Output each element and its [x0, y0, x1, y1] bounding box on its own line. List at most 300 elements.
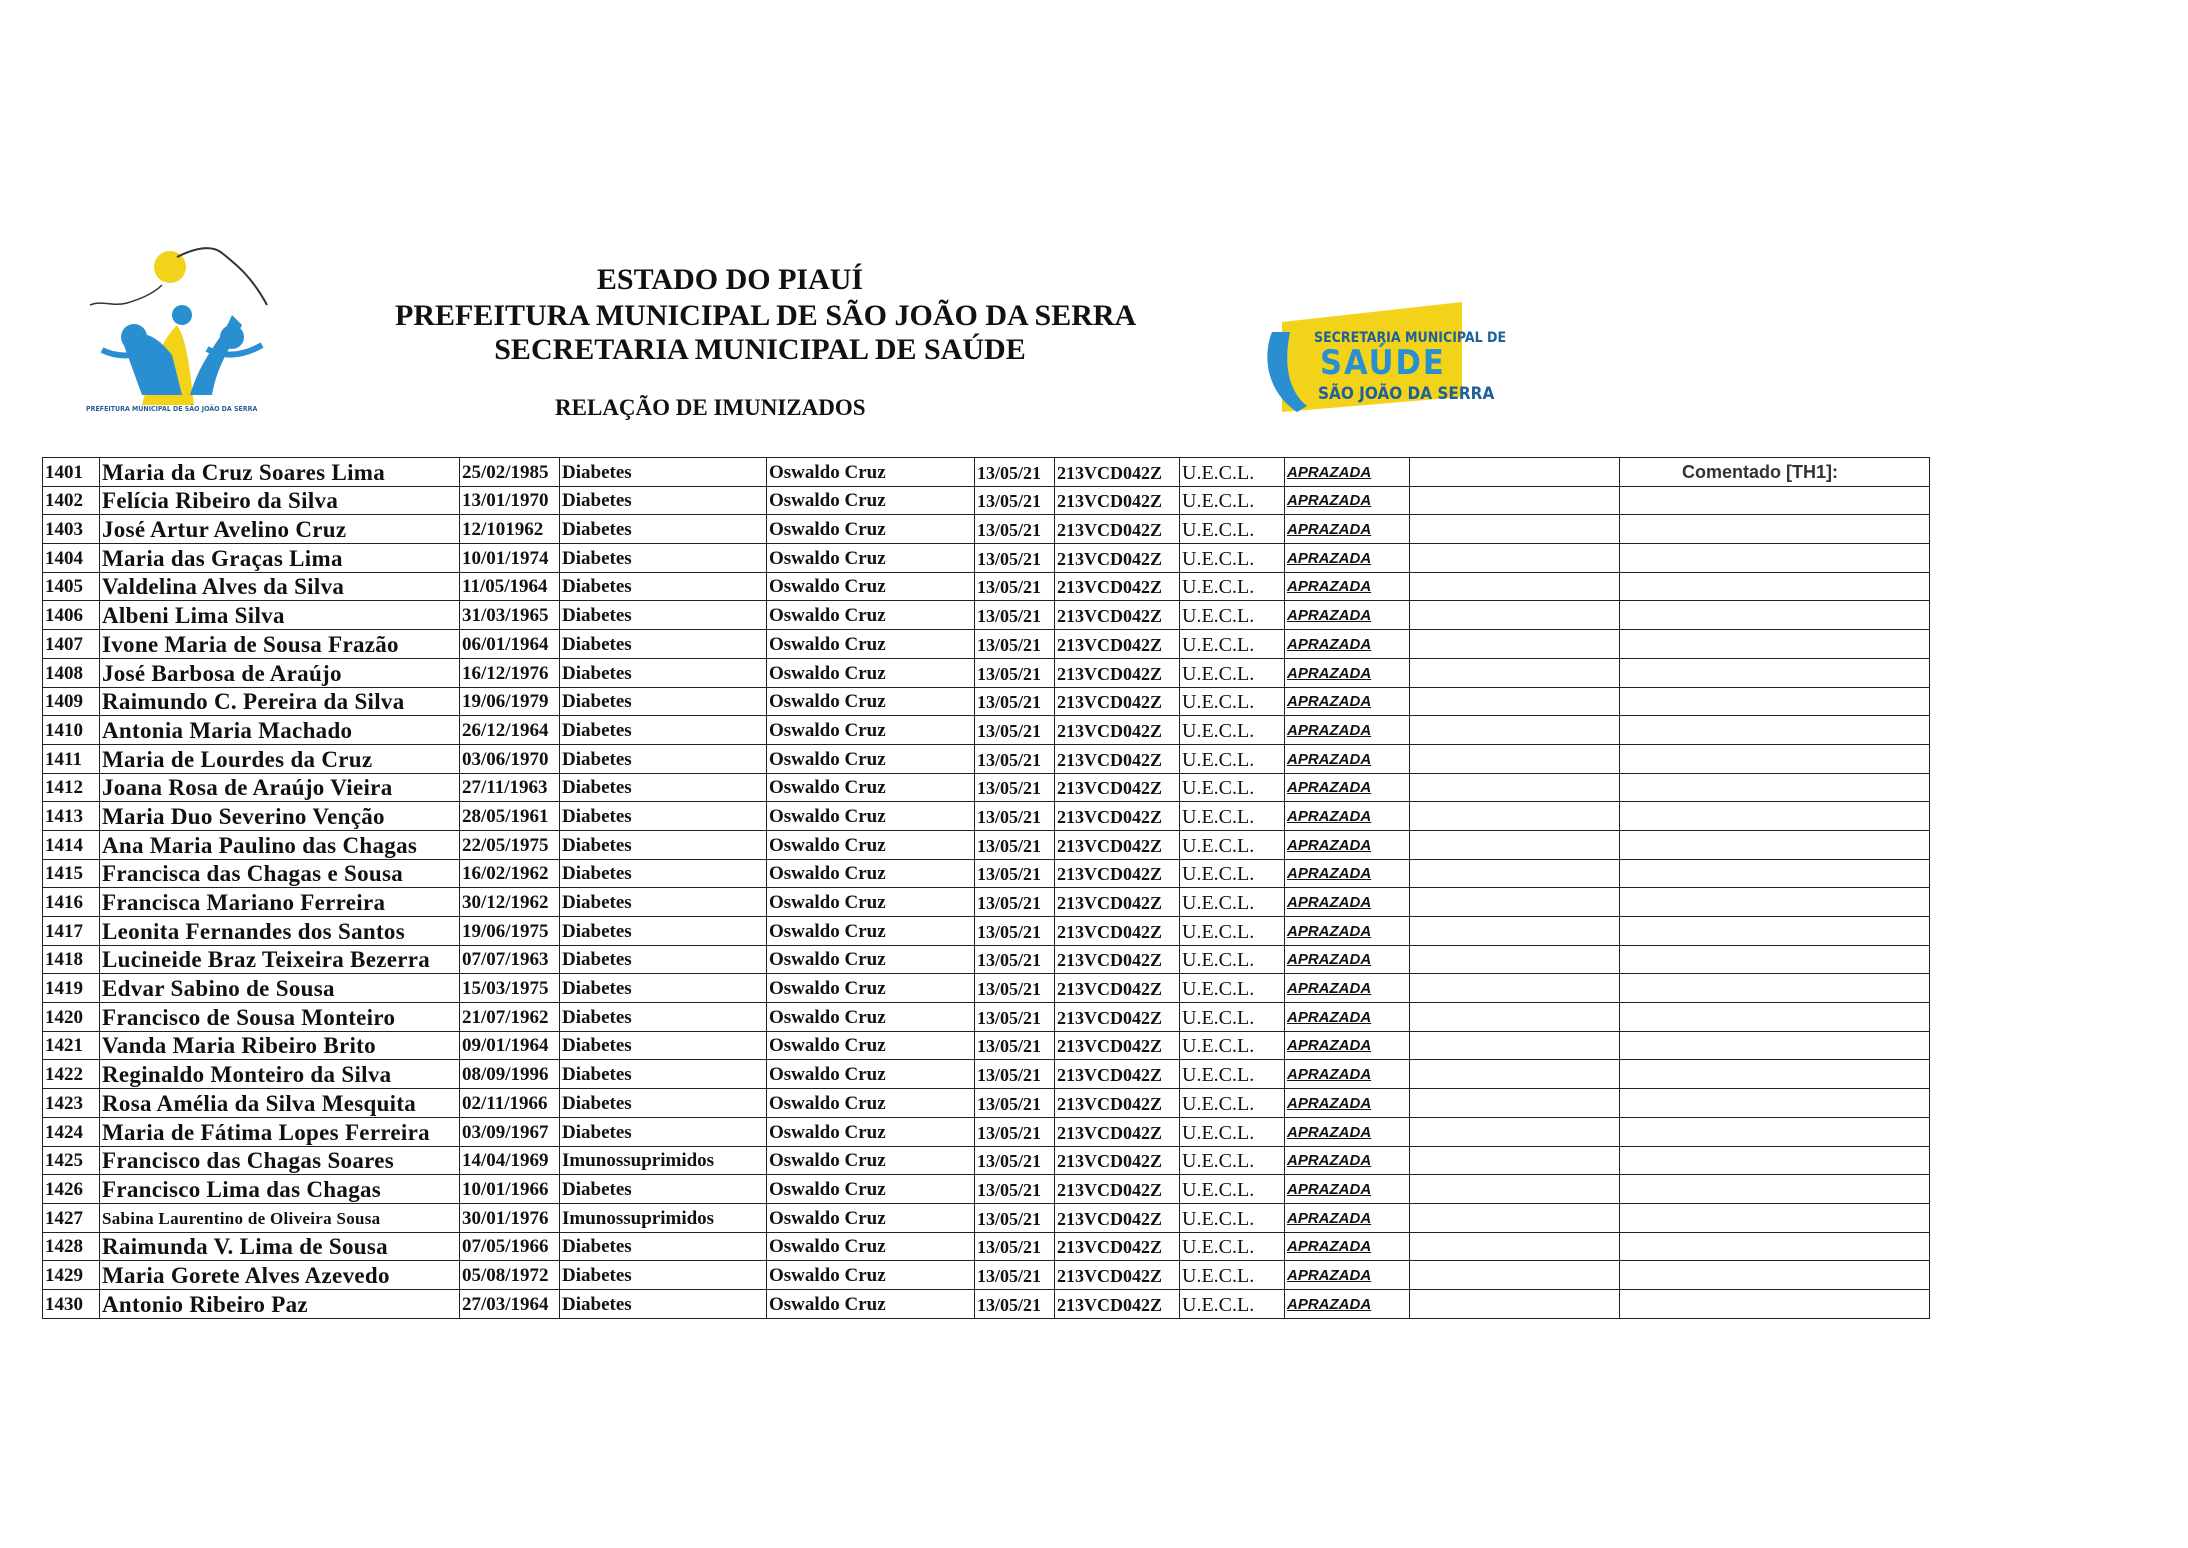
condition: Imunossuprimidos — [560, 1203, 767, 1232]
birth-date: 16/02/1962 — [460, 859, 560, 888]
condition: Diabetes — [560, 458, 767, 487]
vaccination-place: U.E.C.L. — [1180, 859, 1285, 888]
status-badge: APRAZADA — [1285, 544, 1410, 573]
patient-name: Maria Duo Severino Venção — [100, 802, 460, 831]
health-unit: Oswaldo Cruz — [767, 917, 975, 946]
table-row — [43, 716, 1930, 745]
vaccination-date: 13/05/21 — [975, 486, 1055, 515]
prefeitura-logo — [82, 245, 292, 420]
row-number: 1402 — [43, 486, 100, 515]
status-badge: APRAZADA — [1285, 1146, 1410, 1175]
row-number: 1416 — [43, 888, 100, 917]
empty-cell-a — [1410, 974, 1620, 1003]
health-unit: Oswaldo Cruz — [767, 601, 975, 630]
empty-cell-b — [1620, 945, 1930, 974]
patient-name: Ana Maria Paulino das Chagas — [100, 830, 460, 859]
table-row — [43, 859, 1930, 888]
patient-name: Francisca das Chagas e Sousa — [100, 859, 460, 888]
birth-date: 19/06/1979 — [460, 687, 560, 716]
status-badge: APRAZADA — [1285, 1031, 1410, 1060]
vaccination-place: U.E.C.L. — [1180, 572, 1285, 601]
empty-cell-b — [1620, 687, 1930, 716]
birth-date: 14/04/1969 — [460, 1146, 560, 1175]
patient-name: Francisco Lima das Chagas — [100, 1175, 460, 1204]
status-badge: APRAZADA — [1285, 1261, 1410, 1290]
patient-name: Antonia Maria Machado — [100, 716, 460, 745]
empty-cell-a — [1410, 1232, 1620, 1261]
vaccination-place: U.E.C.L. — [1180, 1289, 1285, 1318]
table-row — [43, 1146, 1930, 1175]
status-badge: APRAZADA — [1285, 1289, 1410, 1318]
row-number: 1412 — [43, 773, 100, 802]
birth-date: 10/01/1974 — [460, 544, 560, 573]
patient-name: Lucineide Braz Teixeira Bezerra — [100, 945, 460, 974]
vaccine-lot: 213VCD042Z — [1055, 601, 1180, 630]
health-unit: Oswaldo Cruz — [767, 1003, 975, 1032]
prefeitura-logo-caption: PREFEITURA MUNICIPAL DE SÃO JOÃO DA SERRA — [86, 405, 258, 413]
health-unit: Oswaldo Cruz — [767, 716, 975, 745]
vaccination-date: 13/05/21 — [975, 802, 1055, 831]
vaccination-place: U.E.C.L. — [1180, 716, 1285, 745]
status-badge: APRAZADA — [1285, 630, 1410, 659]
condition: Diabetes — [560, 773, 767, 802]
vaccination-place: U.E.C.L. — [1180, 945, 1285, 974]
table-row — [43, 1089, 1930, 1118]
saude-logo-line3: SÃO JOÃO DA SERRA — [1318, 384, 1495, 404]
empty-cell-b — [1620, 802, 1930, 831]
vaccine-lot: 213VCD042Z — [1055, 572, 1180, 601]
vaccine-lot: 213VCD042Z — [1055, 917, 1180, 946]
vaccine-lot: 213VCD042Z — [1055, 888, 1180, 917]
vaccination-date: 13/05/21 — [975, 1089, 1055, 1118]
status-badge: APRAZADA — [1285, 601, 1410, 630]
birth-date: 26/12/1964 — [460, 716, 560, 745]
vaccination-date: 13/05/21 — [975, 1289, 1055, 1318]
vaccination-date: 13/05/21 — [975, 601, 1055, 630]
vaccine-lot: 213VCD042Z — [1055, 773, 1180, 802]
prefeitura-emblem-icon — [82, 245, 292, 420]
birth-date: 30/01/1976 — [460, 1203, 560, 1232]
status-badge: APRAZADA — [1285, 859, 1410, 888]
status-badge: APRAZADA — [1285, 945, 1410, 974]
empty-cell-b — [1620, 830, 1930, 859]
row-number: 1429 — [43, 1261, 100, 1290]
vaccination-place: U.E.C.L. — [1180, 1117, 1285, 1146]
patient-name: Joana Rosa de Araújo Vieira — [100, 773, 460, 802]
table-row — [43, 601, 1930, 630]
empty-cell-b — [1620, 859, 1930, 888]
row-number: 1422 — [43, 1060, 100, 1089]
empty-cell-a — [1410, 630, 1620, 659]
patient-name: Valdelina Alves da Silva — [100, 572, 460, 601]
vaccination-place: U.E.C.L. — [1180, 974, 1285, 1003]
condition: Diabetes — [560, 1089, 767, 1118]
vaccine-lot: 213VCD042Z — [1055, 687, 1180, 716]
vaccination-place: U.E.C.L. — [1180, 830, 1285, 859]
empty-cell-b — [1620, 1117, 1930, 1146]
vaccine-lot: 213VCD042Z — [1055, 1060, 1180, 1089]
vaccination-date: 13/05/21 — [975, 888, 1055, 917]
condition: Diabetes — [560, 917, 767, 946]
empty-cell-a — [1410, 1175, 1620, 1204]
condition: Imunossuprimidos — [560, 1146, 767, 1175]
vaccination-place: U.E.C.L. — [1180, 917, 1285, 946]
birth-date: 27/03/1964 — [460, 1289, 560, 1318]
birth-date: 11/05/1964 — [460, 572, 560, 601]
status-badge: APRAZADA — [1285, 716, 1410, 745]
status-badge: APRAZADA — [1285, 515, 1410, 544]
birth-date: 02/11/1966 — [460, 1089, 560, 1118]
table-row — [43, 945, 1930, 974]
status-badge: APRAZADA — [1285, 572, 1410, 601]
row-number: 1411 — [43, 744, 100, 773]
vaccination-date: 13/05/21 — [975, 458, 1055, 487]
empty-cell-b — [1620, 572, 1930, 601]
status-badge: APRAZADA — [1285, 974, 1410, 1003]
row-number: 1417 — [43, 917, 100, 946]
table-row — [43, 1003, 1930, 1032]
condition: Diabetes — [560, 974, 767, 1003]
vaccination-date: 13/05/21 — [975, 1203, 1055, 1232]
condition: Diabetes — [560, 1117, 767, 1146]
status-badge: APRAZADA — [1285, 1117, 1410, 1146]
row-number: 1420 — [43, 1003, 100, 1032]
birth-date: 27/11/1963 — [460, 773, 560, 802]
empty-cell-a — [1410, 917, 1620, 946]
vaccination-date: 13/05/21 — [975, 744, 1055, 773]
patient-name: Rosa Amélia da Silva Mesquita — [100, 1089, 460, 1118]
row-number: 1426 — [43, 1175, 100, 1204]
health-unit: Oswaldo Cruz — [767, 1060, 975, 1089]
health-unit: Oswaldo Cruz — [767, 1203, 975, 1232]
vaccination-place: U.E.C.L. — [1180, 658, 1285, 687]
patient-name: Raimunda V. Lima de Sousa — [100, 1232, 460, 1261]
report-title: RELAÇÃO DE IMUNIZADOS — [555, 395, 866, 420]
vaccine-lot: 213VCD042Z — [1055, 1089, 1180, 1118]
secretaria-saude-logo — [1262, 302, 1507, 422]
status-badge: APRAZADA — [1285, 773, 1410, 802]
row-number: 1428 — [43, 1232, 100, 1261]
vaccination-place: U.E.C.L. — [1180, 1203, 1285, 1232]
empty-cell-b — [1620, 1031, 1930, 1060]
table-row — [43, 1261, 1930, 1290]
patient-name: Vanda Maria Ribeiro Brito — [100, 1031, 460, 1060]
condition: Diabetes — [560, 716, 767, 745]
vaccine-lot: 213VCD042Z — [1055, 859, 1180, 888]
birth-date: 07/05/1966 — [460, 1232, 560, 1261]
empty-cell-b — [1620, 773, 1930, 802]
empty-cell-b — [1620, 1089, 1930, 1118]
vaccination-place: U.E.C.L. — [1180, 1031, 1285, 1060]
vaccine-lot: 213VCD042Z — [1055, 1031, 1180, 1060]
birth-date: 15/03/1975 — [460, 974, 560, 1003]
birth-date: 09/01/1964 — [460, 1031, 560, 1060]
row-number: 1423 — [43, 1089, 100, 1118]
health-unit: Oswaldo Cruz — [767, 1261, 975, 1290]
row-number: 1425 — [43, 1146, 100, 1175]
health-unit: Oswaldo Cruz — [767, 1232, 975, 1261]
table-row — [43, 458, 1930, 487]
health-unit: Oswaldo Cruz — [767, 486, 975, 515]
row-number: 1414 — [43, 830, 100, 859]
birth-date: 07/07/1963 — [460, 945, 560, 974]
empty-cell-b — [1620, 601, 1930, 630]
table-row — [43, 687, 1930, 716]
vaccination-date: 13/05/21 — [975, 1232, 1055, 1261]
status-badge: APRAZADA — [1285, 1089, 1410, 1118]
empty-cell-a — [1410, 658, 1620, 687]
status-badge: APRAZADA — [1285, 1175, 1410, 1204]
table-row — [43, 544, 1930, 573]
empty-cell-a — [1410, 601, 1620, 630]
row-number: 1413 — [43, 802, 100, 831]
table-row — [43, 802, 1930, 831]
row-number: 1405 — [43, 572, 100, 601]
vaccination-date: 13/05/21 — [975, 1060, 1055, 1089]
empty-cell-b — [1620, 1146, 1930, 1175]
patient-name: José Artur Avelino Cruz — [100, 515, 460, 544]
empty-cell-b — [1620, 1232, 1930, 1261]
vaccine-lot: 213VCD042Z — [1055, 830, 1180, 859]
vaccination-date: 13/05/21 — [975, 1175, 1055, 1204]
vaccination-place: U.E.C.L. — [1180, 601, 1285, 630]
patient-name: Maria Gorete Alves Azevedo — [100, 1261, 460, 1290]
table-row — [43, 1031, 1930, 1060]
condition: Diabetes — [560, 1003, 767, 1032]
vaccine-lot: 213VCD042Z — [1055, 515, 1180, 544]
status-badge: APRAZADA — [1285, 1060, 1410, 1089]
health-unit: Oswaldo Cruz — [767, 630, 975, 659]
birth-date: 28/05/1961 — [460, 802, 560, 831]
table-row — [43, 1060, 1930, 1089]
birth-date: 30/12/1962 — [460, 888, 560, 917]
row-number: 1410 — [43, 716, 100, 745]
condition: Diabetes — [560, 515, 767, 544]
status-badge: APRAZADA — [1285, 917, 1410, 946]
vaccine-lot: 213VCD042Z — [1055, 630, 1180, 659]
immunized-table — [42, 457, 1930, 1319]
row-number: 1407 — [43, 630, 100, 659]
health-unit: Oswaldo Cruz — [767, 744, 975, 773]
health-unit: Oswaldo Cruz — [767, 1031, 975, 1060]
status-badge: APRAZADA — [1285, 830, 1410, 859]
empty-cell-a — [1410, 458, 1620, 487]
health-unit: Oswaldo Cruz — [767, 974, 975, 1003]
state-title: ESTADO DO PIAUÍ — [596, 263, 864, 296]
row-number: 1406 — [43, 601, 100, 630]
empty-cell-a — [1410, 888, 1620, 917]
condition: Diabetes — [560, 1031, 767, 1060]
table-row — [43, 830, 1930, 859]
row-number: 1403 — [43, 515, 100, 544]
row-number: 1404 — [43, 544, 100, 573]
secretaria-title: SECRETARIA MUNICIPAL DE SAÚDE — [494, 333, 1026, 366]
empty-cell-b — [1620, 486, 1930, 515]
empty-cell-b — [1620, 917, 1930, 946]
condition: Diabetes — [560, 1261, 767, 1290]
health-unit: Oswaldo Cruz — [767, 1117, 975, 1146]
empty-cell-a — [1410, 515, 1620, 544]
table-row — [43, 917, 1930, 946]
health-unit: Oswaldo Cruz — [767, 802, 975, 831]
empty-cell-a — [1410, 1289, 1620, 1318]
row-number: 1424 — [43, 1117, 100, 1146]
condition: Diabetes — [560, 888, 767, 917]
condition: Diabetes — [560, 572, 767, 601]
health-unit: Oswaldo Cruz — [767, 458, 975, 487]
empty-cell-b — [1620, 1261, 1930, 1290]
vaccination-date: 13/05/21 — [975, 630, 1055, 659]
birth-date: 21/07/1962 — [460, 1003, 560, 1032]
health-unit: Oswaldo Cruz — [767, 888, 975, 917]
vaccination-place: U.E.C.L. — [1180, 630, 1285, 659]
patient-name: Edvar Sabino de Sousa — [100, 974, 460, 1003]
health-unit: Oswaldo Cruz — [767, 1175, 975, 1204]
health-unit: Oswaldo Cruz — [767, 658, 975, 687]
empty-cell-b — [1620, 1289, 1930, 1318]
row-number: 1408 — [43, 658, 100, 687]
vaccination-date: 13/05/21 — [975, 544, 1055, 573]
patient-name: Raimundo C. Pereira da Silva — [100, 687, 460, 716]
vaccination-place: U.E.C.L. — [1180, 1060, 1285, 1089]
empty-cell-b — [1620, 544, 1930, 573]
condition: Diabetes — [560, 658, 767, 687]
vaccination-date: 13/05/21 — [975, 658, 1055, 687]
vaccine-lot: 213VCD042Z — [1055, 974, 1180, 1003]
patient-name: Maria de Lourdes da Cruz — [100, 744, 460, 773]
empty-cell-b — [1620, 716, 1930, 745]
vaccine-lot: 213VCD042Z — [1055, 486, 1180, 515]
table-row — [43, 744, 1930, 773]
condition: Diabetes — [560, 601, 767, 630]
health-unit: Oswaldo Cruz — [767, 830, 975, 859]
vaccination-place: U.E.C.L. — [1180, 687, 1285, 716]
health-unit: Oswaldo Cruz — [767, 572, 975, 601]
patient-name: Francisco de Sousa Monteiro — [100, 1003, 460, 1032]
vaccine-lot: 213VCD042Z — [1055, 1261, 1180, 1290]
row-number: 1409 — [43, 687, 100, 716]
health-unit: Oswaldo Cruz — [767, 687, 975, 716]
prefeitura-title: PREFEITURA MUNICIPAL DE SÃO JOÃO DA SERRA — [395, 299, 1137, 332]
row-number: 1430 — [43, 1289, 100, 1318]
vaccine-lot: 213VCD042Z — [1055, 1146, 1180, 1175]
empty-cell-a — [1410, 572, 1620, 601]
birth-date: 31/03/1965 — [460, 601, 560, 630]
row-number: 1419 — [43, 974, 100, 1003]
empty-cell-b — [1620, 458, 1930, 487]
vaccine-lot: 213VCD042Z — [1055, 945, 1180, 974]
empty-cell-a — [1410, 486, 1620, 515]
row-number: 1401 — [43, 458, 100, 487]
saude-logo-line1: SECRETARIA MUNICIPAL DE — [1314, 330, 1507, 346]
empty-cell-a — [1410, 773, 1620, 802]
vaccination-date: 13/05/21 — [975, 974, 1055, 1003]
vaccination-place: U.E.C.L. — [1180, 744, 1285, 773]
birth-date: 03/09/1967 — [460, 1117, 560, 1146]
empty-cell-b — [1620, 630, 1930, 659]
empty-cell-b — [1620, 658, 1930, 687]
patient-name: Sabina Laurentino de Oliveira Sousa — [100, 1203, 460, 1232]
vaccine-lot: 213VCD042Z — [1055, 1289, 1180, 1318]
condition: Diabetes — [560, 486, 767, 515]
birth-date: 12/101962 — [460, 515, 560, 544]
vaccine-lot: 213VCD042Z — [1055, 1203, 1180, 1232]
table-row — [43, 773, 1930, 802]
status-badge: APRAZADA — [1285, 658, 1410, 687]
table-row — [43, 1232, 1930, 1261]
empty-cell-b — [1620, 974, 1930, 1003]
vaccination-place: U.E.C.L. — [1180, 1003, 1285, 1032]
empty-cell-a — [1410, 945, 1620, 974]
row-number: 1415 — [43, 859, 100, 888]
condition: Diabetes — [560, 802, 767, 831]
empty-cell-a — [1410, 1031, 1620, 1060]
table-row — [43, 1203, 1930, 1232]
vaccine-lot: 213VCD042Z — [1055, 1232, 1180, 1261]
birth-date: 05/08/1972 — [460, 1261, 560, 1290]
vaccination-date: 13/05/21 — [975, 515, 1055, 544]
vaccination-place: U.E.C.L. — [1180, 1146, 1285, 1175]
vaccination-date: 13/05/21 — [975, 917, 1055, 946]
condition: Diabetes — [560, 1232, 767, 1261]
empty-cell-b — [1620, 1203, 1930, 1232]
table-row — [43, 1117, 1930, 1146]
status-badge: APRAZADA — [1285, 802, 1410, 831]
birth-date: 06/01/1964 — [460, 630, 560, 659]
empty-cell-a — [1410, 1261, 1620, 1290]
condition: Diabetes — [560, 630, 767, 659]
health-unit: Oswaldo Cruz — [767, 544, 975, 573]
vaccination-place: U.E.C.L. — [1180, 1175, 1285, 1204]
table-row — [43, 572, 1930, 601]
health-unit: Oswaldo Cruz — [767, 945, 975, 974]
vaccine-lot: 213VCD042Z — [1055, 716, 1180, 745]
vaccination-date: 13/05/21 — [975, 1003, 1055, 1032]
empty-cell-a — [1410, 687, 1620, 716]
patient-name: Maria da Cruz Soares Lima — [100, 458, 460, 487]
empty-cell-b — [1620, 744, 1930, 773]
table-row — [43, 658, 1930, 687]
patient-name: Maria de Fátima Lopes Ferreira — [100, 1117, 460, 1146]
birth-date: 03/06/1970 — [460, 744, 560, 773]
vaccination-date: 13/05/21 — [975, 830, 1055, 859]
vaccine-lot: 213VCD042Z — [1055, 1117, 1180, 1146]
condition: Diabetes — [560, 830, 767, 859]
health-unit: Oswaldo Cruz — [767, 1089, 975, 1118]
status-badge: APRAZADA — [1285, 1203, 1410, 1232]
row-number: 1418 — [43, 945, 100, 974]
empty-cell-a — [1410, 1089, 1620, 1118]
vaccination-place: U.E.C.L. — [1180, 1089, 1285, 1118]
condition: Diabetes — [560, 945, 767, 974]
vaccination-date: 13/05/21 — [975, 687, 1055, 716]
birth-date: 16/12/1976 — [460, 658, 560, 687]
status-badge: APRAZADA — [1285, 1232, 1410, 1261]
vaccine-lot: 213VCD042Z — [1055, 802, 1180, 831]
vaccine-lot: 213VCD042Z — [1055, 1175, 1180, 1204]
patient-name: José Barbosa de Araújo — [100, 658, 460, 687]
vaccine-lot: 213VCD042Z — [1055, 1003, 1180, 1032]
immunized-table-body — [43, 458, 1930, 1319]
condition: Diabetes — [560, 544, 767, 573]
birth-date: 08/09/1996 — [460, 1060, 560, 1089]
vaccination-place: U.E.C.L. — [1180, 486, 1285, 515]
status-badge: APRAZADA — [1285, 687, 1410, 716]
table-row — [43, 486, 1930, 515]
birth-date: 10/01/1966 — [460, 1175, 560, 1204]
patient-name: Maria das Graças Lima — [100, 544, 460, 573]
condition: Diabetes — [560, 1175, 767, 1204]
